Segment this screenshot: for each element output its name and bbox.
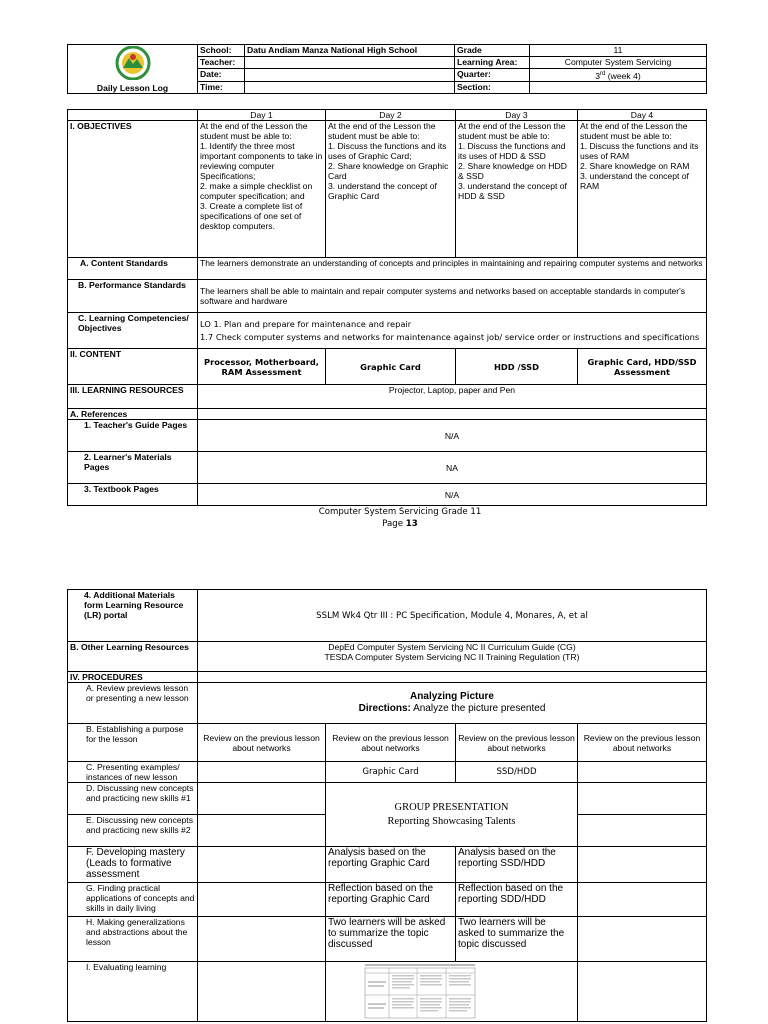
objectives-day2: At the end of the Lesson the student must be able to: 1. Discuss the functions and its uses of Graphic Card; 2. Share knowledge on Graphic Card 3. understand the concept of Graphic Card xyxy=(326,121,456,258)
quarter-week: (week 4) xyxy=(605,70,641,81)
procedure-f-day1 xyxy=(198,847,326,883)
references-value xyxy=(198,409,707,420)
day4-header: Day 4 xyxy=(578,110,707,121)
school-label: School: xyxy=(198,45,245,57)
content-standards-label: A. Content Standards xyxy=(68,258,198,280)
objectives-label: I. OBJECTIVES xyxy=(68,121,198,258)
additional-materials-value: SSLM Wk4 Qtr III : PC Specification, Module 4, Monares, A, et al xyxy=(198,590,707,642)
learning-area-value: Computer System Servicing xyxy=(530,57,707,69)
procedure-b-day2: Review on the previous lesson about networks xyxy=(326,724,456,762)
grade-value: 11 xyxy=(530,45,707,57)
textbook-value: N/A xyxy=(198,484,707,506)
procedure-h-day3: Two learners will be asked to summarize the topic discussed xyxy=(456,917,578,962)
group-presentation-title: GROUP PRESENTATION xyxy=(394,801,509,813)
procedure-b-day4: Review on the previous lesson about networks xyxy=(578,724,707,762)
content-day1: Processor, Motherboard, RAM Assessment xyxy=(198,349,326,385)
quarter-label: Quarter: xyxy=(455,69,530,82)
date-value xyxy=(245,69,455,82)
teachers-guide-value: N/A xyxy=(198,420,707,452)
learning-resources-value: Projector, Laptop, paper and Pen xyxy=(198,385,707,409)
learning-area-label: Learning Area: xyxy=(455,57,530,69)
time-label: Time: xyxy=(198,81,245,93)
directions-label: Directions: xyxy=(358,703,411,714)
teachers-guide-label: 1. Teacher's Guide Pages xyxy=(68,420,198,452)
procedure-b-day3: Review on the previous lesson about networks xyxy=(456,724,578,762)
procedure-g-day2: Reflection based on the reporting Graphic Card xyxy=(326,883,456,917)
other-resources-line-1: DepEd Computer System Servicing NC II Curriculum Guide (CG) xyxy=(328,642,576,652)
performance-standards-text: The learners shall be able to maintain and repair computer systems and networks based on acceptable standards in computer's software and hardware xyxy=(198,280,707,313)
content-standards-text: The learners demonstrate an understanding of concepts and principles in maintaining and repairing computer systems and networks xyxy=(198,258,707,280)
learners-materials-label: 2. Learner's Materials Pages xyxy=(68,452,198,484)
procedure-b-label: B. Establishing a purpose for the lesson xyxy=(68,724,198,762)
procedure-g-day1 xyxy=(198,883,326,917)
procedure-g-label: G. Finding practical applications of concepts and skills in daily living xyxy=(68,883,198,917)
procedures-label: IV. PROCEDURES xyxy=(68,672,198,683)
footer-course: Computer System Servicing Grade 11 xyxy=(318,507,482,517)
procedure-c-label: C. Presenting examples/ instances of new lesson xyxy=(68,762,198,783)
grade-label: Grade xyxy=(455,45,530,57)
procedure-c-day2: Graphic Card xyxy=(326,762,456,783)
log-title: Daily Lesson Log xyxy=(96,83,169,93)
procedure-i-day1 xyxy=(198,962,326,1022)
procedure-h-day4 xyxy=(578,917,707,962)
competency-line-1: LO 1. Plan and prepare for maintenance and repair xyxy=(200,318,412,329)
lesson-table-page1 xyxy=(67,109,707,506)
corner-cell xyxy=(68,110,198,121)
content-label: II. CONTENT xyxy=(68,349,198,385)
group-presentation-subtitle: Reporting Showcasing Talents xyxy=(387,815,516,827)
rubric-cell xyxy=(326,962,578,1022)
procedure-i-label: I. Evaluating learning xyxy=(68,962,198,1022)
procedure-g-day3: Reflection based on the reporting SDD/HDD xyxy=(456,883,578,917)
date-label: Date: xyxy=(198,69,245,82)
school-value: Datu Andiam Manza National High School xyxy=(245,45,455,57)
time-value xyxy=(245,81,455,93)
references-label: A. References xyxy=(68,409,198,420)
procedure-c-day4 xyxy=(578,762,707,783)
group-presentation-cell xyxy=(326,783,578,847)
page-footer xyxy=(0,506,768,530)
procedure-c-day3: SSD/HDD xyxy=(456,762,578,783)
procedure-h-label: H. Making generalizations and abstractions about the lesson xyxy=(68,917,198,962)
analyzing-picture-title: Analyzing Picture xyxy=(410,691,494,702)
logo-cell xyxy=(68,45,198,94)
procedure-a-value xyxy=(198,683,707,724)
content-day3: HDD /SSD xyxy=(456,349,578,385)
procedure-e-day1 xyxy=(198,815,326,847)
school-seal-icon xyxy=(115,46,151,80)
procedure-e-label: E. Discussing new concepts and practicing new skills #2 xyxy=(68,815,198,847)
textbook-label: 3. Textbook Pages xyxy=(68,484,198,506)
day2-header: Day 2 xyxy=(326,110,456,121)
procedure-g-day4 xyxy=(578,883,707,917)
performance-standards-label: B. Performance Standards xyxy=(68,280,198,313)
quarter-value xyxy=(530,69,707,82)
procedures-value xyxy=(198,672,707,683)
teacher-label: Teacher: xyxy=(198,57,245,69)
other-resources-value xyxy=(198,642,707,672)
procedure-b-day1: Review on the previous lesson about networks xyxy=(198,724,326,762)
content-day2: Graphic Card xyxy=(326,349,456,385)
procedure-f-label: F. Developing mastery (Leads to formative assessment xyxy=(68,847,198,883)
procedure-c-day1 xyxy=(198,762,326,783)
footer-page-prefix: Page xyxy=(382,519,406,529)
procedure-d-day1 xyxy=(198,783,326,815)
teacher-value xyxy=(245,57,455,69)
header-table xyxy=(67,44,707,94)
objectives-day3: At the end of the Lesson the student must be able to: 1. Discuss the functions and its uses of HDD & SSD 2. Share knowledge on HDD & SSD 3. understand the concept of HDD & SSD xyxy=(456,121,578,258)
procedure-e-day4 xyxy=(578,815,707,847)
directions-text: Analyze the picture presented xyxy=(410,703,546,714)
procedure-h-day1 xyxy=(198,917,326,962)
procedure-h-day2: Two learners will be asked to summarize the topic discussed xyxy=(326,917,456,962)
competency-line-2: 1.7 Check computer systems and networks for maintenance against job/ service order or instructions and specifications xyxy=(200,331,700,342)
section-label: Section: xyxy=(455,81,530,93)
content-day4: Graphic Card, HDD/SSD Assessment xyxy=(578,349,707,385)
day3-header: Day 3 xyxy=(456,110,578,121)
additional-materials-label: 4. Additional Materials form Learning Resource (LR) portal xyxy=(68,590,198,642)
learners-materials-value: NA xyxy=(198,452,707,484)
competencies-text xyxy=(198,313,707,349)
competencies-label: C. Learning Competencies/ Objectives xyxy=(68,313,198,349)
other-resources-label: B. Other Learning Resources xyxy=(68,642,198,672)
other-resources-line-2: TESDA Computer System Servicing NC II Training Regulation (TR) xyxy=(324,652,580,662)
section-value xyxy=(530,81,707,93)
procedure-f-day2: Analysis based on the reporting Graphic Card xyxy=(326,847,456,883)
lesson-table-page2 xyxy=(67,589,707,1022)
footer-page xyxy=(0,518,768,530)
quarter-sup: rd xyxy=(600,71,606,78)
quarter-number: 3 xyxy=(595,70,601,81)
procedure-f-day3: Analysis based on the reporting SSD/HDD xyxy=(456,847,578,883)
procedure-d-day4 xyxy=(578,783,707,815)
procedure-d-label: D. Discussing new concepts and practicing new skills #1 xyxy=(68,783,198,815)
objectives-day1: At the end of the Lesson the student must be able to: 1. Identify the three most important components to take in reviewing computer Specifications; 2. make a simple checklist on computer specification; and 3. Create a complete list of specifications of one set of desktop computers. xyxy=(198,121,326,258)
procedure-a-label: A. Review previews lesson or presenting a new lesson xyxy=(68,683,198,724)
objectives-day4: At the end of the Lesson the student must be able to: 1. Discuss the functions and its uses of RAM 2. Share knowledge on RAM 3. understand the concept of RAM xyxy=(578,121,707,258)
footer-page-number: 13 xyxy=(405,519,418,529)
day1-header: Day 1 xyxy=(198,110,326,121)
analyzing-picture-directions xyxy=(200,703,704,715)
procedure-f-day4 xyxy=(578,847,707,883)
rubric-thumbnail-icon xyxy=(359,963,479,1019)
learning-resources-label: III. LEARNING RESOURCES xyxy=(68,385,198,409)
procedure-i-day4 xyxy=(578,962,707,1022)
